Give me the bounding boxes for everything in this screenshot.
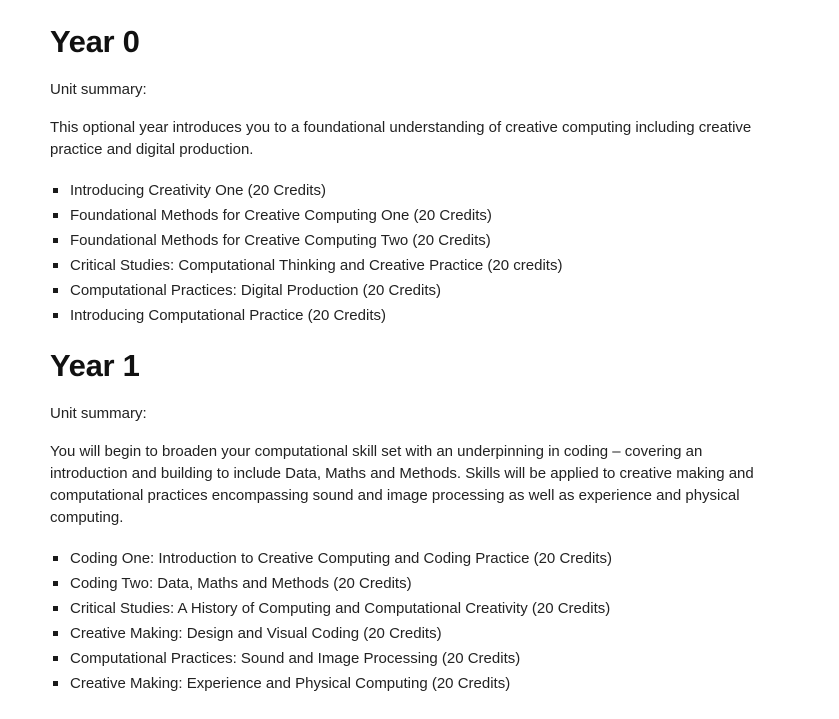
list-item [50,228,779,253]
bullet-icon [53,213,58,218]
year-1-section [50,328,779,696]
bullet-icon [53,313,58,318]
list-item [50,646,779,671]
unit-title: Creative Making: Experience and Physical Computing (20 Credits) [70,675,511,692]
bullet-icon [53,188,58,193]
list-item [50,671,779,696]
unit-title: Foundational Methods for Creative Computing One (20 Credits) [70,207,492,224]
list-item [50,203,779,228]
unit-title: Computational Practices: Sound and Image Processing (20 Credits) [70,650,521,667]
list-item [50,621,779,646]
unit-title: Computational Practices: Digital Production (20 Credits) [70,282,441,299]
bullet-icon [53,263,58,268]
unit-title: Coding Two: Data, Maths and Methods (20 Credits) [70,575,412,592]
list-item [50,596,779,621]
list-item [50,546,779,571]
unit-title: Creative Making: Design and Visual Coding (20 Credits) [70,625,442,642]
year-description: You will begin to broaden your computational skill set with an underpinning in coding – covering an introduction and building to include Data, Maths and Methods. Skills will be applied to creative making and computational practices encompassing sound and image processing as well as experience and physical computing. [50,443,754,526]
unit-title: Introducing Computational Practice (20 Credits) [70,307,386,324]
list-item [50,303,779,328]
unit-title: Coding One: Introduction to Creative Computing and Coding Practice (20 Credits) [70,550,612,567]
year-description: This optional year introduces you to a foundational understanding of creative computing including creative practice and digital production. [50,119,752,158]
list-item [50,253,779,278]
bullet-icon [53,581,58,586]
list-item [50,178,779,203]
unit-summary-label: Unit summary: [50,405,147,422]
year-heading: Year 0 [50,24,140,59]
unit-title: Critical Studies: A History of Computing and Computational Creativity (20 Credits) [70,600,611,617]
unit-list [50,546,779,696]
bullet-icon [53,606,58,611]
bullet-icon [53,681,58,686]
list-item [50,278,779,303]
list-item [50,571,779,596]
bullet-icon [53,238,58,243]
unit-list [50,178,779,328]
bullet-icon [53,556,58,561]
year-heading: Year 1 [50,348,140,383]
bullet-icon [53,656,58,661]
unit-title: Introducing Creativity One (20 Credits) [70,182,326,199]
bullet-icon [53,288,58,293]
year-0-section [50,0,779,328]
unit-title: Foundational Methods for Creative Computing Two (20 Credits) [70,232,491,249]
unit-summary-label: Unit summary: [50,81,147,98]
bullet-icon [53,631,58,636]
unit-title: Critical Studies: Computational Thinking and Creative Practice (20 credits) [70,257,563,274]
